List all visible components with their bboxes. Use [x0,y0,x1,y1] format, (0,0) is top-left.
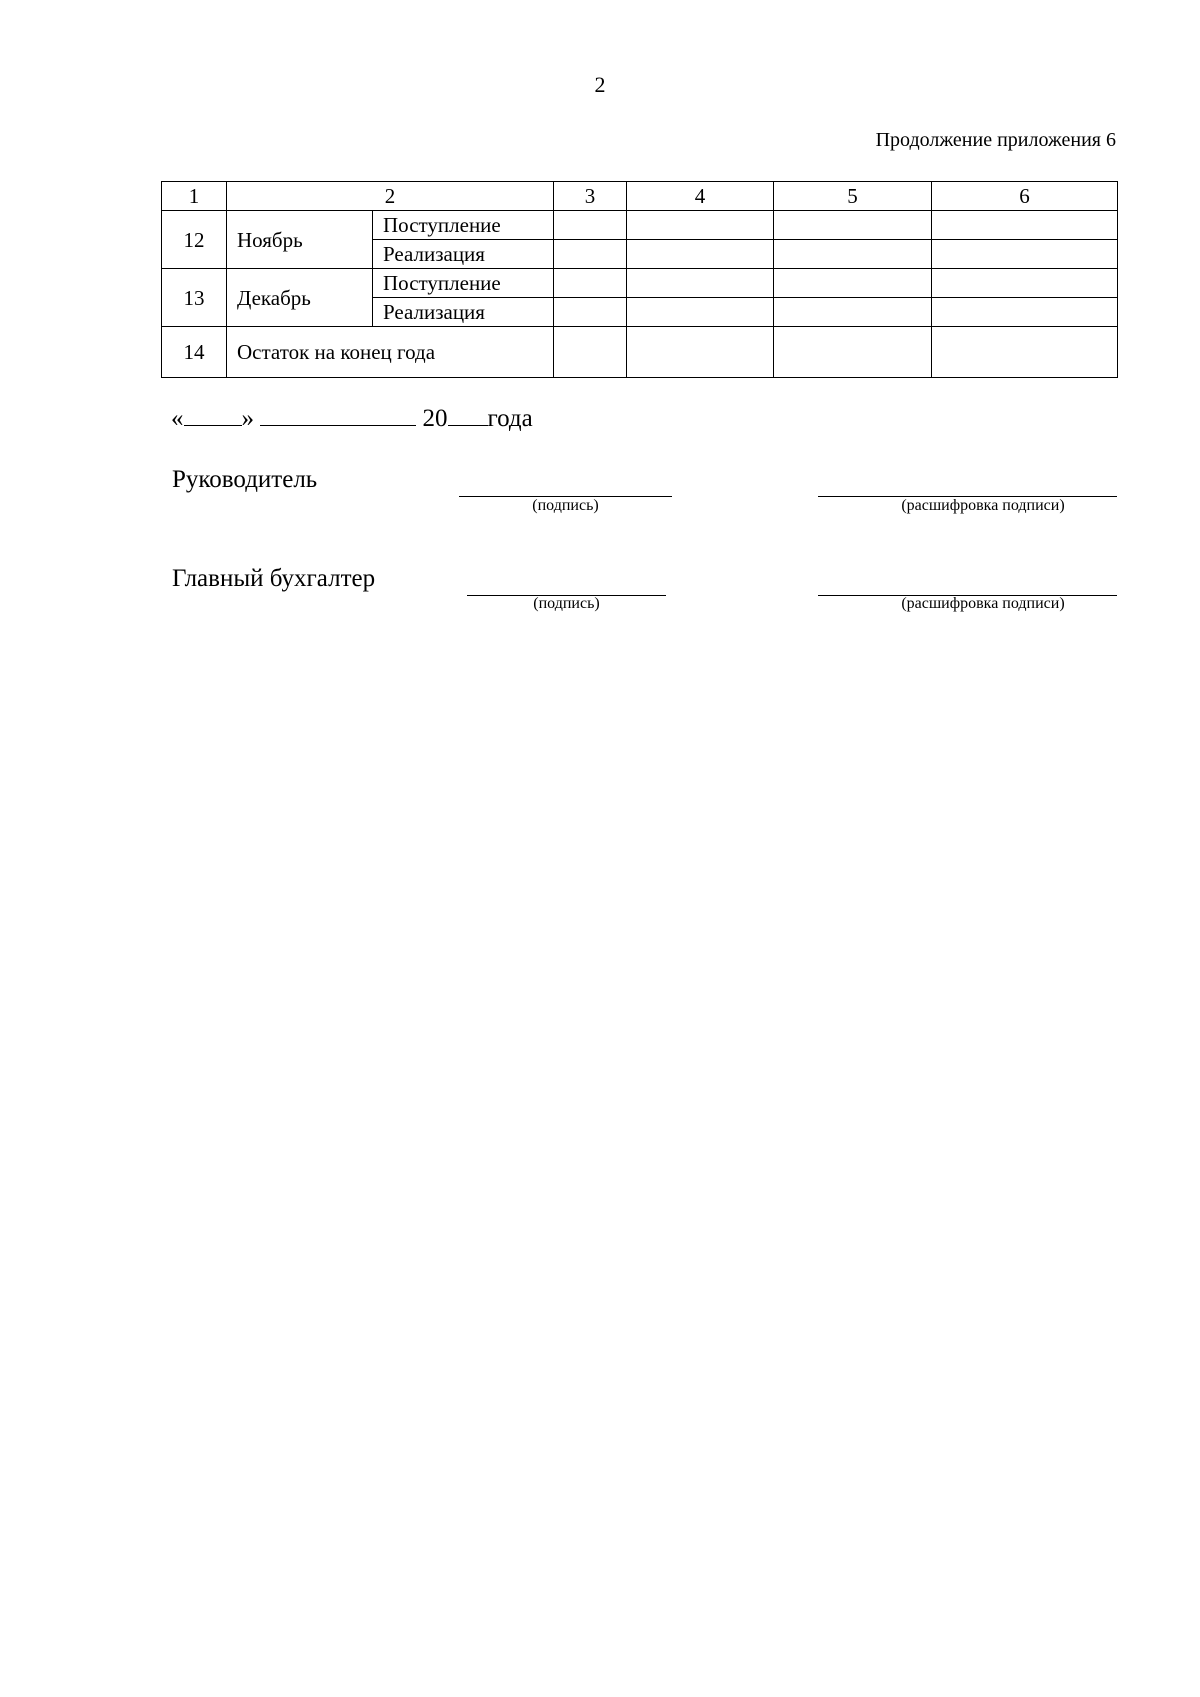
table-row-final [162,327,1118,378]
table-cell [774,240,932,269]
row-number: 12 [162,211,227,269]
role-label: Главный бухгалтер [172,565,376,592]
operation-label: Реализация [373,240,554,269]
close-quote: » [241,405,254,432]
table-cell [932,327,1118,378]
decode-caption: (расшифровка подписи) [901,497,1065,514]
table-cell [932,211,1118,240]
table-cell [554,269,627,298]
table-row [162,269,1118,298]
signature-caption: (подпись) [532,497,599,514]
signature-caption: (подпись) [533,595,600,612]
year-suffix: года [487,405,533,432]
table-cell [627,211,774,240]
operation-label: Поступление [373,269,554,298]
table-cell [932,240,1118,269]
month-label: Декабрь [227,269,373,327]
page-number: 2 [594,72,606,97]
header-cell-4: 4 [627,182,774,211]
table-cell [774,269,932,298]
operation-label: Поступление [373,211,554,240]
table-cell [554,240,627,269]
header-cell-3: 3 [554,182,627,211]
header-cell-2: 2 [227,182,554,211]
decode-caption: (расшифровка подписи) [901,595,1065,612]
table-cell [554,327,627,378]
table-cell [932,269,1118,298]
table-cell [627,298,774,327]
year-blank[interactable] [448,405,488,426]
final-row-label: Остаток на конец года [227,327,554,378]
table-cell [554,211,627,240]
day-blank[interactable] [184,405,242,426]
header-cell-1: 1 [162,182,227,211]
table-cell [627,269,774,298]
table-cell [774,327,932,378]
year-prefix: 20 [422,405,448,432]
table-row [162,211,1118,240]
table-cell [774,298,932,327]
month-blank[interactable] [260,405,416,426]
open-quote: « [171,405,184,432]
date-line [171,405,533,433]
row-number: 13 [162,269,227,327]
operation-label: Реализация [373,298,554,327]
table-cell [627,240,774,269]
row-number: 14 [162,327,227,378]
header-cell-6: 6 [932,182,1118,211]
report-table [161,181,1118,378]
table-cell [554,298,627,327]
header-cell-5: 5 [774,182,932,211]
month-label: Ноябрь [227,211,373,269]
table-cell [627,327,774,378]
role-label: Руководитель [172,466,318,493]
table-header-row [162,182,1118,211]
appendix-label: Продолжение приложения 6 [875,129,1116,151]
table-cell [932,298,1118,327]
table-cell [774,211,932,240]
